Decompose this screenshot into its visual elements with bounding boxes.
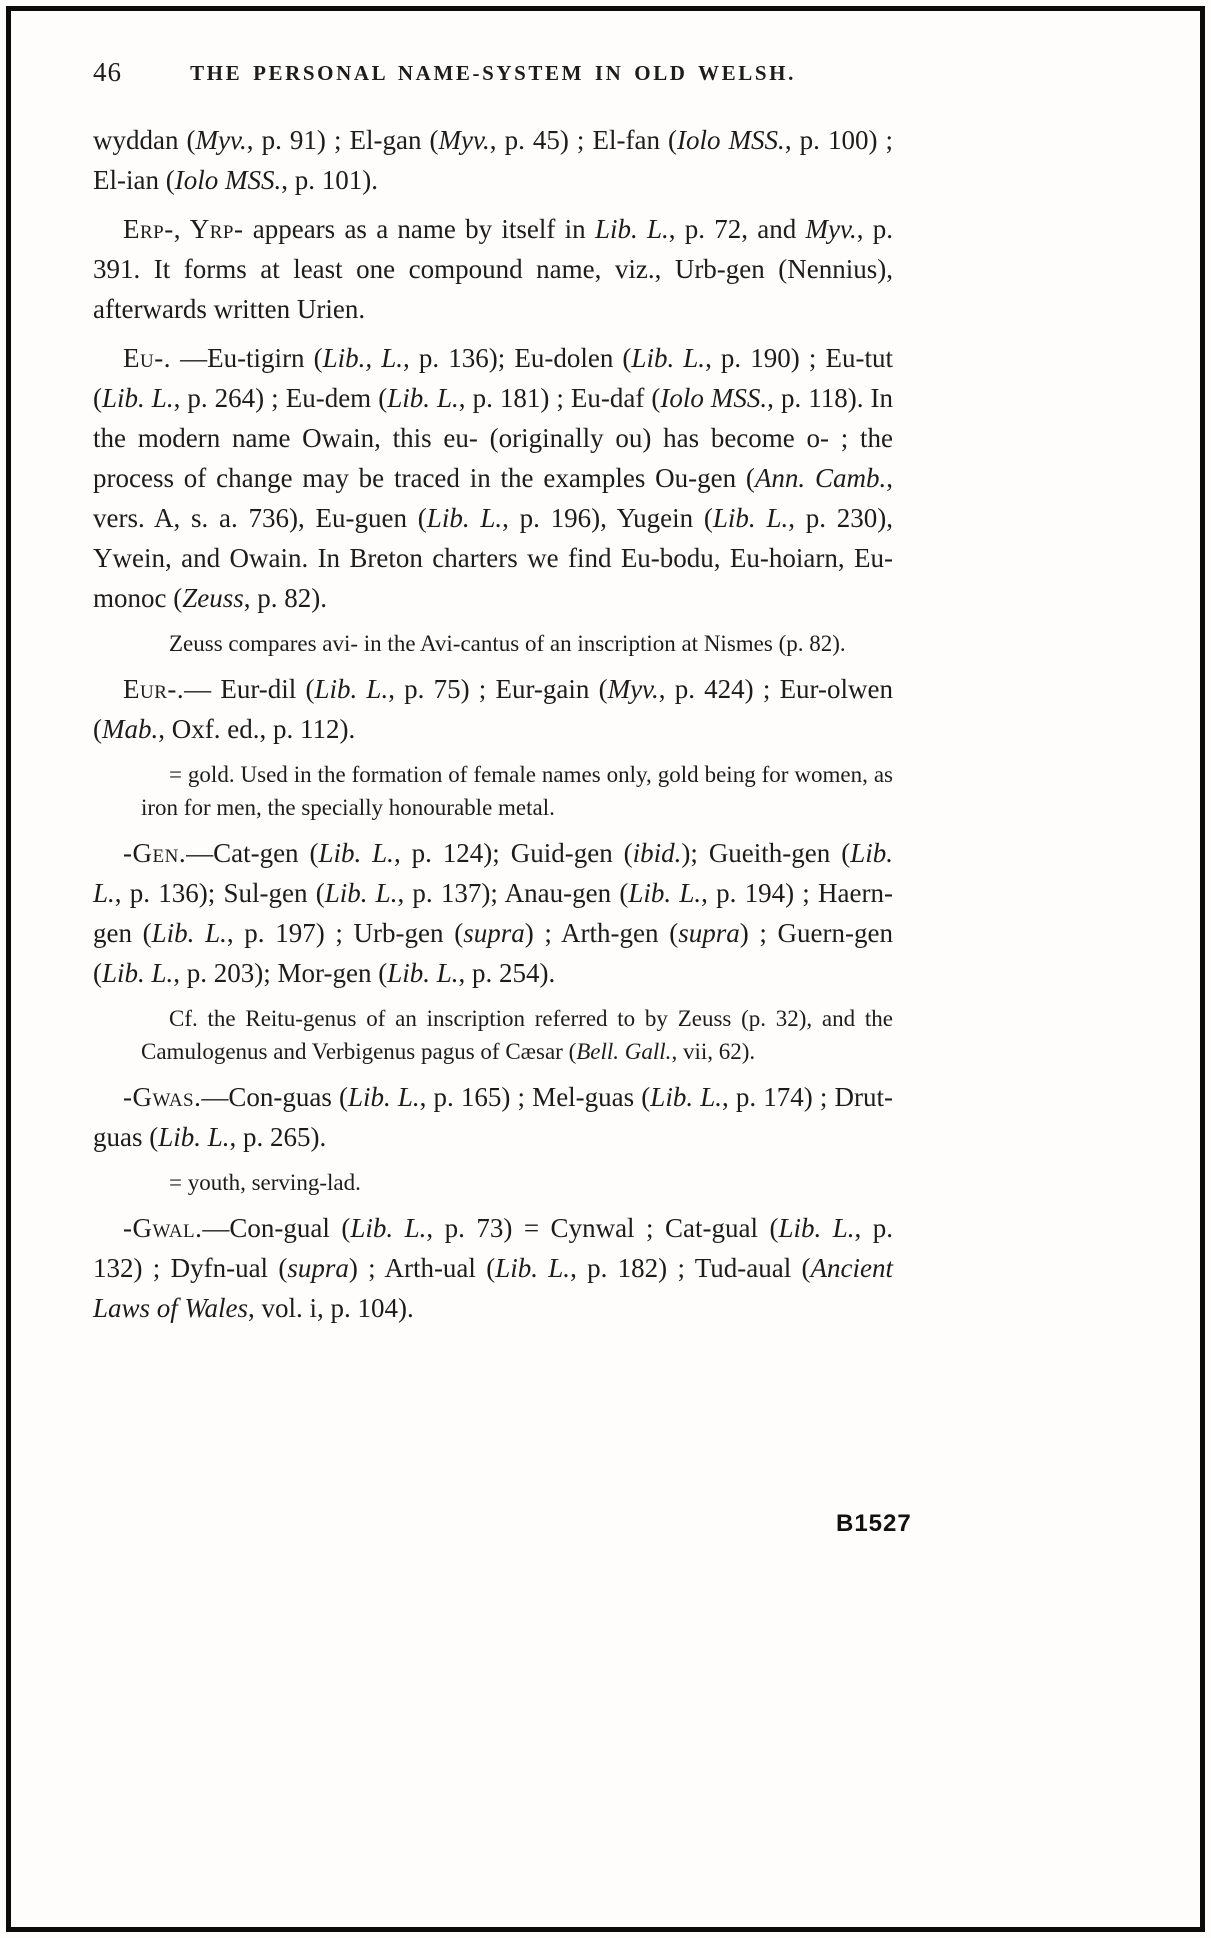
italic-citation: Lib. L. — [347, 1082, 420, 1112]
text-run: appears as a name by itself in — [243, 214, 595, 244]
text-run: , p. 72, and — [668, 214, 806, 244]
italic-citation: Lib. L. — [387, 383, 459, 413]
text-run: , p. 100) ; El-ian ( — [93, 125, 893, 195]
text-run: , p. 182) ; Tud-aual ( — [570, 1253, 811, 1283]
text-run: —Con-guas ( — [201, 1082, 348, 1112]
italic-citation: Ann. Camb. — [754, 463, 887, 493]
text-run: ) ; Guern-gen ( — [93, 918, 893, 988]
italic-citation: Myv. — [195, 125, 247, 155]
note-paragraph — [141, 758, 893, 824]
text-run: , p. 45) ; El-fan ( — [489, 125, 678, 155]
text-run: , p. 194) ; Haern-gen ( — [93, 878, 893, 948]
text-run: = youth, serving-lad. — [169, 1170, 361, 1195]
text-run: —Cat-gen ( — [186, 838, 319, 868]
text-run: , p. 197) ; Urb-gen ( — [226, 918, 464, 948]
text-run: ); Gueith-gen ( — [681, 838, 851, 868]
text-run: wyddan ( — [93, 125, 196, 155]
body-paragraph — [93, 1077, 893, 1157]
text-run: , p. 174) ; Drut-guas ( — [93, 1082, 893, 1152]
text-run: , p. 424) ; Eur-olwen ( — [93, 674, 893, 744]
italic-citation: Lib., L. — [322, 343, 404, 373]
text-run: , p. 132) ; Dyfn-ual ( — [93, 1213, 893, 1283]
body-paragraph — [93, 209, 893, 329]
text-run: , vol. i, p. 104). — [248, 1293, 414, 1323]
italic-citation: Lib. L. — [318, 838, 394, 868]
text-run: Zeuss compares avi- in the Avi-cantus of an inscription at Nismes (p. 82). — [169, 631, 846, 656]
text-run: —Con-gual ( — [202, 1213, 351, 1243]
text-run: ) ; Arth-ual ( — [348, 1253, 496, 1283]
entry-headword: Eu-. — [123, 343, 171, 373]
text-run: , p. 82). — [243, 583, 327, 613]
body-paragraph — [93, 120, 893, 200]
italic-citation: Lib. L. — [102, 383, 174, 413]
italic-citation: Lib. L. — [102, 958, 174, 988]
italic-citation: Myv. — [438, 125, 490, 155]
running-title: THE PERSONAL NAME-SYSTEM IN OLD WELSH. — [190, 61, 796, 85]
italic-citation: Lib. L. — [324, 878, 398, 908]
italic-citation: supra — [678, 918, 740, 948]
italic-citation: Lib. L. — [426, 503, 503, 533]
text-run: , p. 75) ; Eur-gain ( — [388, 674, 608, 704]
text-run: ) ; Arth-gen ( — [524, 918, 679, 948]
page-number: 46 — [93, 57, 122, 87]
italic-citation: Lib. L. — [628, 878, 702, 908]
italic-citation: Lib. L. — [650, 1082, 722, 1112]
text-run: , p. 73) = Cynwal ; Cat-gual ( — [426, 1213, 779, 1243]
entry-headword: Eur-. — [123, 674, 185, 704]
body-paragraph — [93, 669, 893, 749]
text-run: , p. 265). — [229, 1122, 327, 1152]
text-run: — Eur-dil ( — [184, 674, 315, 704]
text-run: —Eu-tigirn ( — [170, 343, 323, 373]
entry-headword: -Gwal. — [123, 1213, 203, 1243]
italic-citation: Mab. — [102, 714, 159, 744]
italic-citation: Iolo MSS. — [677, 125, 785, 155]
text-run: , p. 91) ; El-gan ( — [246, 125, 439, 155]
italic-citation: Myv. — [805, 214, 857, 244]
italic-citation: Iolo MSS. — [174, 165, 282, 195]
italic-citation: Myv. — [607, 674, 659, 704]
text-run: , p. 136); Eu-dolen ( — [403, 343, 632, 373]
note-paragraph — [141, 1002, 893, 1068]
text-run: , Oxf. ed., p. 112). — [158, 714, 356, 744]
text-run: , p. 254). — [458, 958, 556, 988]
text-run: , p. 264) ; Eu-dem ( — [173, 383, 388, 413]
italic-citation: Lib. L. — [495, 1253, 571, 1283]
italic-citation: Lib. L. — [594, 214, 669, 244]
italic-citation: Lib. L. — [151, 918, 227, 948]
note-paragraph — [141, 1166, 893, 1199]
italic-citation: Lib. L. — [93, 838, 893, 908]
text-block — [93, 54, 893, 1337]
text-run: , p. 136); Sul-gen ( — [114, 878, 325, 908]
text-run: , p. 137); Anau-gen ( — [397, 878, 629, 908]
italic-citation: Iolo MSS. — [660, 383, 768, 413]
text-run: , p. 196), Yugein ( — [502, 503, 713, 533]
text-run: , p. 230), Ywein, and Owain. In Breton charters we find Eu-bodu, Eu-hoiarn, Eu-monoc ( — [93, 503, 893, 613]
text-run: , p. 124); Guid-gen ( — [393, 838, 633, 868]
italic-citation: Zeuss — [182, 583, 244, 613]
text-run: , p. 391. It forms at least one compound name, viz., Urb-gen (Nennius), afterwards written Urien. — [93, 214, 893, 324]
italic-citation: supra — [287, 1253, 349, 1283]
text-run: , p. 101). — [281, 165, 378, 195]
italic-citation: ibid. — [632, 838, 682, 868]
italic-citation: Bell. Gall. — [576, 1039, 672, 1064]
running-header — [93, 54, 893, 98]
entry-headword: Erp-, Yrp- — [123, 214, 244, 244]
italic-citation: supra — [463, 918, 525, 948]
text-run: , p. 118). In the modern name Owain, this eu- (originally ou) has become o- ; the process of change may be traced in the examples Ou-gen ( — [93, 383, 894, 493]
text-run: , p. 181) ; Eu-daf ( — [458, 383, 661, 413]
body-paragraph — [93, 338, 893, 618]
text-run: , p. 203); Mor-gen ( — [173, 958, 388, 988]
italic-citation: Ancient Laws of Wales — [93, 1253, 894, 1323]
italic-citation: Lib. L. — [778, 1213, 855, 1243]
italic-citation: Lib. L. — [387, 958, 459, 988]
text-run: , p. 190) ; Eu-tut ( — [93, 343, 893, 413]
text-run: , vii, 62). — [671, 1039, 756, 1064]
catalog-stamp: B1527 — [836, 1510, 912, 1537]
entry-headword: -Gwas. — [123, 1082, 202, 1112]
italic-citation: Lib. L. — [158, 1122, 230, 1152]
note-paragraph — [141, 627, 893, 660]
text-run: Cf. the Reitu-genus of an inscription referred to by Zeuss (p. 32), and the Camulogenus and Verbigenus pagus of Cæsar ( — [141, 1006, 893, 1064]
text-run: , vers. A, s. a. 736), Eu-guen ( — [93, 463, 894, 533]
italic-citation: Lib. L. — [712, 503, 789, 533]
italic-citation: Lib. L. — [314, 674, 389, 704]
text-run: = gold. Used in the formation of female names only, gold being for women, as iron for men, the specially honourable metal. — [141, 762, 893, 820]
italic-citation: Lib. L. — [631, 343, 706, 373]
paragraphs-container — [93, 120, 893, 1328]
text-run: , p. 165) ; Mel-guas ( — [419, 1082, 651, 1112]
entry-headword: -Gen. — [123, 838, 187, 868]
body-paragraph — [93, 1208, 893, 1328]
body-paragraph — [93, 833, 893, 993]
italic-citation: Lib. L. — [350, 1213, 427, 1243]
